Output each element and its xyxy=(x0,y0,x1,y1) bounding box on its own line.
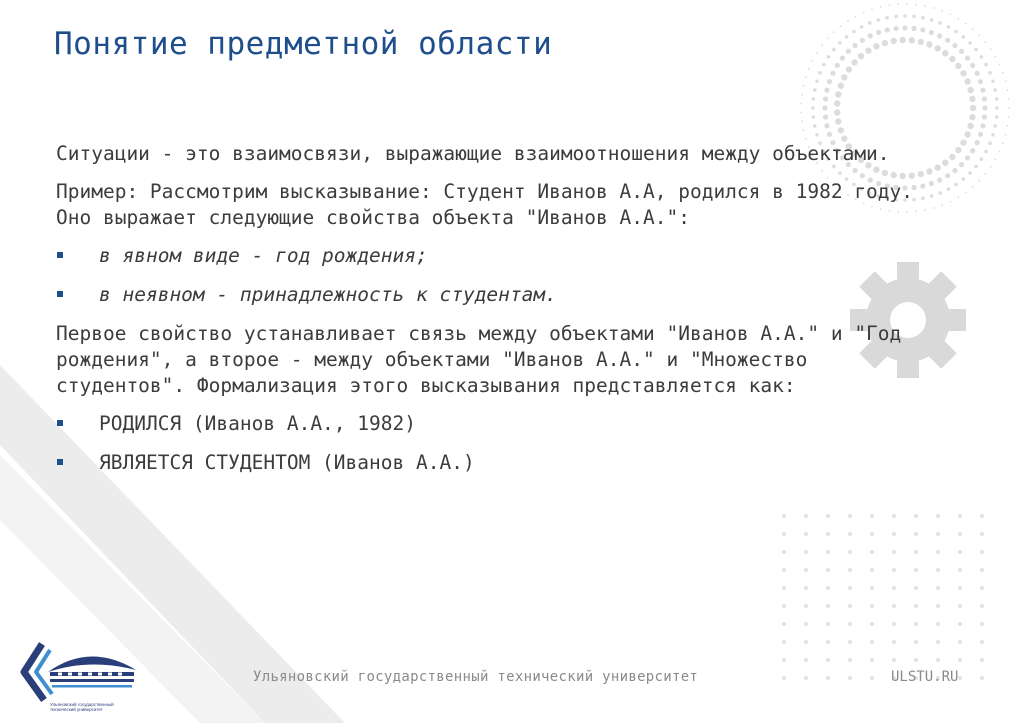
decor-dot xyxy=(978,34,980,36)
decor-dot xyxy=(847,20,849,22)
decor-dot xyxy=(804,568,808,572)
decor-dot xyxy=(995,159,997,161)
decor-dot xyxy=(980,532,984,536)
decor-dot xyxy=(848,514,852,518)
decor-dot xyxy=(827,132,832,137)
decor-dot xyxy=(870,550,874,554)
decor-dot xyxy=(930,18,934,22)
decor-dot xyxy=(822,63,826,67)
decor-dot xyxy=(936,550,940,554)
decor-dot xyxy=(848,640,852,644)
decor-dot xyxy=(958,604,962,608)
decor-dot xyxy=(972,186,974,188)
decor-dot xyxy=(912,15,916,19)
decor-dot xyxy=(804,604,808,608)
decor-dot xyxy=(999,64,1001,66)
decor-dot xyxy=(967,123,973,129)
decor-dot xyxy=(870,676,874,680)
decor-dot xyxy=(980,676,984,680)
decor-dot xyxy=(870,640,874,644)
decor-dot xyxy=(876,30,881,35)
decor-dot xyxy=(995,97,999,101)
decor-dot xyxy=(818,71,822,75)
decor-dot xyxy=(804,658,808,662)
decor-dot xyxy=(845,35,849,39)
decor-dot xyxy=(893,26,898,31)
decor-dot xyxy=(955,147,961,153)
decor-dot xyxy=(993,124,997,128)
decor-dot xyxy=(827,79,832,84)
decor-dot xyxy=(812,60,814,62)
decor-dot xyxy=(870,622,874,626)
decor-dot xyxy=(870,514,874,518)
decor-dot xyxy=(988,141,992,145)
decor-dot xyxy=(882,40,888,46)
decor-dot xyxy=(903,14,907,18)
decor-dot xyxy=(860,38,865,43)
decor-dot xyxy=(848,568,852,572)
decor-dot xyxy=(892,550,896,554)
decor-dot xyxy=(975,140,980,145)
decor-dot xyxy=(970,148,975,153)
decor-dot xyxy=(970,105,976,111)
decor-dot xyxy=(894,15,898,19)
list-item xyxy=(56,282,946,308)
decor-dot xyxy=(1002,142,1004,144)
decor-dot xyxy=(827,55,831,59)
decor-dot xyxy=(815,133,819,137)
list-item xyxy=(56,411,946,437)
decor-dot xyxy=(945,38,950,43)
decor-dot xyxy=(937,33,942,38)
paragraph-example: Пример: Рассмотрим высказывание: Студент Иванов А.А, родился в 1982 году. Оно выражает следующие свойства объекта "Иванов А.А.": xyxy=(56,180,914,229)
decor-dot xyxy=(924,5,926,7)
decor-dot xyxy=(1008,116,1010,118)
decor-dot xyxy=(995,56,997,58)
decor-dot xyxy=(936,514,940,518)
decor-dot xyxy=(968,171,972,175)
decor-dot xyxy=(980,514,984,518)
decor-dot xyxy=(858,53,864,59)
list-item xyxy=(56,450,946,476)
decor-dot xyxy=(915,4,917,6)
decor-dot xyxy=(938,21,942,25)
decor-dot xyxy=(833,31,835,33)
decor-dot xyxy=(991,80,995,84)
decor-dot xyxy=(835,91,841,97)
decor-dot xyxy=(914,550,918,554)
decor-dot xyxy=(1007,125,1009,127)
decor-dot xyxy=(812,97,816,101)
footer-site-link[interactable]: ULSTU.RU xyxy=(891,669,959,685)
decor-dot xyxy=(804,622,808,626)
decor-dot xyxy=(782,640,786,644)
decor-dot xyxy=(841,74,847,80)
decor-dot xyxy=(835,63,840,68)
decor-dot xyxy=(958,640,962,644)
paragraph-formalization: Первое свойство устанавливает связь между объектами "Иванов А.А." и "Год рождения", а второе - между объектами "Иванов А.А." и "Множество студентов". Формализация этого высказывания представляется как: xyxy=(56,322,902,397)
paragraph-situations: Ситуации - это взаимосвязи, выражающие взаимоотношения между объектами. xyxy=(56,142,890,165)
decor-dot xyxy=(808,68,810,70)
decor-dot xyxy=(936,640,940,644)
decor-dot xyxy=(815,80,819,84)
decor-dot xyxy=(782,568,786,572)
decor-dot xyxy=(892,532,896,536)
decor-dot xyxy=(958,514,962,518)
decor-dot xyxy=(804,514,808,518)
decor-dot xyxy=(980,123,985,128)
decor-dot xyxy=(838,83,844,89)
decor-dot xyxy=(935,45,941,51)
decor-dot xyxy=(950,14,952,16)
decor-dot xyxy=(984,150,988,154)
decor-dot xyxy=(834,109,840,115)
decor-dot xyxy=(832,48,836,52)
decor-dot xyxy=(980,157,984,161)
decor-dot xyxy=(840,56,845,61)
decor-dot xyxy=(962,177,966,181)
decor-dot xyxy=(964,78,970,84)
decor-dot xyxy=(848,622,852,626)
decor-dot xyxy=(936,586,940,590)
decor-dot xyxy=(969,96,975,102)
decor-dot xyxy=(959,49,964,54)
decor-dot xyxy=(824,88,829,93)
decor-dot xyxy=(852,30,856,34)
decor-dot xyxy=(960,70,966,76)
decor-dot xyxy=(804,586,808,590)
decor-dot xyxy=(1002,72,1004,74)
decor-dot xyxy=(848,604,852,608)
decor-dot xyxy=(811,106,815,110)
decor-dot xyxy=(978,180,980,182)
decor-dot xyxy=(871,9,873,11)
bullet-square-icon xyxy=(57,252,63,258)
decor-dot xyxy=(826,514,830,518)
decor-dot xyxy=(906,3,908,5)
decor-dot xyxy=(868,21,872,25)
decor-dot xyxy=(980,550,984,554)
decor-dot xyxy=(984,63,988,67)
decor-dot xyxy=(982,105,987,110)
list-item-text: в неявном - принадлежность к студентам. xyxy=(99,283,557,306)
decor-dot xyxy=(826,604,830,608)
decor-dot xyxy=(980,640,984,644)
decor-dot xyxy=(782,586,786,590)
decor-dot xyxy=(863,12,865,14)
decor-dot xyxy=(936,658,940,662)
decor-dot xyxy=(984,41,986,43)
decor-dot xyxy=(914,586,918,590)
decor-dot xyxy=(920,27,925,32)
decor-dot xyxy=(804,550,808,554)
decor-dot xyxy=(921,16,925,20)
decor-dot xyxy=(962,35,966,39)
decor-dot xyxy=(821,45,823,47)
decor-dot xyxy=(826,586,830,590)
decor-dot xyxy=(870,568,874,572)
decor-dot xyxy=(980,658,984,662)
decor-dot xyxy=(980,604,984,608)
decor-dot xyxy=(813,124,817,128)
list-item xyxy=(56,243,946,269)
decor-dot xyxy=(929,30,934,35)
decor-dot xyxy=(889,4,891,6)
decor-dot xyxy=(952,168,957,173)
decor-dot xyxy=(960,140,966,146)
decor-dot xyxy=(950,201,952,203)
decor-dot xyxy=(914,568,918,572)
decor-dot xyxy=(782,658,786,662)
decor-dot xyxy=(803,129,805,131)
decor-dot xyxy=(914,640,918,644)
decor-dot xyxy=(980,55,984,59)
decor-dot xyxy=(868,33,873,38)
decor-dot xyxy=(982,96,987,101)
decor-dot xyxy=(958,658,962,662)
decor-dot xyxy=(870,658,874,662)
decor-dot xyxy=(826,622,830,626)
decor-dot xyxy=(880,6,882,8)
decor-dot xyxy=(822,105,827,110)
decor-dot xyxy=(942,50,948,56)
decor-dot xyxy=(851,59,857,65)
decor-dot xyxy=(824,123,829,128)
decor-dot xyxy=(911,26,916,31)
decor-dot xyxy=(782,676,786,680)
decor-dot xyxy=(804,640,808,644)
decor-dot xyxy=(826,658,830,662)
decor-dot xyxy=(834,100,840,106)
decor-dot xyxy=(826,568,830,572)
decor-dot xyxy=(995,106,999,110)
footer-university: Ульяновский государственный технический университет xyxy=(253,669,699,685)
decor-dot xyxy=(848,550,852,554)
decor-dot xyxy=(873,43,879,49)
decor-dot xyxy=(835,118,841,124)
decor-dot xyxy=(804,532,808,536)
decor-dot xyxy=(955,63,961,69)
decor-dot xyxy=(848,676,852,680)
decor-dot xyxy=(958,586,962,590)
decor-dot xyxy=(958,622,962,626)
decor-dot xyxy=(800,112,802,114)
decor-dot xyxy=(848,532,852,536)
decor-dot xyxy=(958,532,962,536)
decor-dot xyxy=(1008,107,1010,109)
decor-dot xyxy=(800,103,802,105)
decor-dot xyxy=(826,676,830,680)
decor-dot xyxy=(964,131,970,137)
decor-dot xyxy=(801,94,803,96)
decor-dot xyxy=(959,162,964,167)
decor-dot xyxy=(936,622,940,626)
decor-dot xyxy=(782,514,786,518)
decor-dot xyxy=(988,71,992,75)
decor-dot xyxy=(974,48,978,52)
decor-dot xyxy=(1005,134,1007,136)
decor-dot xyxy=(892,640,896,644)
list-item-text: в явном виде - год рождения; xyxy=(99,244,428,267)
decor-dot xyxy=(914,532,918,536)
bullet-square-icon xyxy=(57,459,63,465)
decor-dot xyxy=(805,76,807,78)
decor-dot xyxy=(990,166,992,168)
decor-dot xyxy=(853,43,858,48)
decor-dot xyxy=(965,56,970,61)
decor-dot xyxy=(949,154,955,160)
decor-dot xyxy=(957,196,959,198)
decor-dot xyxy=(840,25,842,27)
decor-dot xyxy=(993,88,997,92)
decor-dot xyxy=(870,604,874,608)
decor-dot xyxy=(846,49,851,54)
decor-dot xyxy=(990,48,992,50)
decor-dot xyxy=(870,532,874,536)
decor-dot xyxy=(958,550,962,554)
decor-dot xyxy=(995,115,999,119)
decor-dot xyxy=(782,622,786,626)
decor-dot xyxy=(892,604,896,608)
decor-dot xyxy=(965,192,967,194)
decor-dot xyxy=(804,676,808,680)
decor-dot xyxy=(1007,89,1009,91)
decor-dot xyxy=(830,71,835,76)
decor-dot xyxy=(991,133,995,137)
decor-dot xyxy=(980,568,984,572)
decor-dot xyxy=(803,85,805,87)
decor-dot xyxy=(823,114,828,119)
decor-dot xyxy=(978,132,983,137)
dot-grid-pattern xyxy=(782,514,984,680)
decor-dot xyxy=(957,18,959,20)
decor-dot xyxy=(947,187,951,191)
decor-dot xyxy=(823,96,828,101)
decor-dot xyxy=(813,88,817,92)
decor-dot xyxy=(782,550,786,554)
decor-dot xyxy=(782,604,786,608)
decor-dot xyxy=(980,622,984,626)
decor-dot xyxy=(967,87,973,93)
decor-dot xyxy=(965,23,967,25)
decor-dot xyxy=(978,79,983,84)
decor-dot xyxy=(891,38,897,44)
decor-dot xyxy=(885,16,889,20)
decor-dot xyxy=(933,7,935,9)
decor-dot xyxy=(958,676,962,680)
decor-dot xyxy=(958,568,962,572)
decor-dot xyxy=(975,71,980,76)
decor-dot xyxy=(968,41,972,45)
decor-dot xyxy=(952,43,957,48)
decor-dot xyxy=(1008,98,1010,100)
decor-dot xyxy=(812,115,816,119)
decor-dot xyxy=(885,27,890,32)
decor-dot xyxy=(826,532,830,536)
decor-dot xyxy=(926,41,932,47)
decor-dot xyxy=(892,622,896,626)
decor-dot xyxy=(914,514,918,518)
bullet-square-icon xyxy=(57,291,63,297)
decor-dot xyxy=(900,37,906,43)
decor-dot xyxy=(897,3,899,5)
decor-dot xyxy=(954,30,958,34)
decor-dot xyxy=(826,550,830,554)
decor-dot xyxy=(848,586,852,590)
decor-dot xyxy=(980,586,984,590)
decor-dot xyxy=(1005,81,1007,83)
decor-dot xyxy=(969,114,975,120)
decor-dot xyxy=(805,138,807,140)
decor-dot xyxy=(877,18,881,22)
decor-dot xyxy=(855,16,857,18)
decor-dot xyxy=(914,622,918,626)
decor-dot xyxy=(970,63,975,68)
decor-dot xyxy=(914,604,918,608)
decor-dot xyxy=(909,37,915,43)
slide-content xyxy=(56,141,946,489)
decor-dot xyxy=(974,165,978,169)
decor-dot xyxy=(936,568,940,572)
decor-dot xyxy=(947,25,951,29)
decor-dot xyxy=(982,114,987,119)
decor-dot xyxy=(984,173,986,175)
decor-dot xyxy=(949,56,955,62)
decor-dot xyxy=(801,121,803,123)
decor-dot xyxy=(848,658,852,662)
decor-dot xyxy=(954,183,958,187)
decor-dot xyxy=(892,658,896,662)
decor-dot xyxy=(902,25,907,30)
list-item-text: РОДИЛСЯ (Иванов А.А., 1982) xyxy=(99,412,416,435)
decor-dot xyxy=(918,39,924,45)
decor-dot xyxy=(865,48,871,54)
decor-dot xyxy=(827,38,829,40)
decor-dot xyxy=(892,514,896,518)
decor-dot xyxy=(980,88,985,93)
decor-dot xyxy=(826,640,830,644)
list-item-text: ЯВЛЯЕТСЯ СТУДЕНТОМ (Иванов А.А.) xyxy=(99,451,475,474)
decor-dot xyxy=(846,66,852,72)
decor-dot xyxy=(860,25,864,29)
decor-dot xyxy=(941,10,943,12)
decor-dot xyxy=(838,127,844,133)
decor-dot xyxy=(972,28,974,30)
decor-dot xyxy=(965,155,970,160)
decor-dot xyxy=(914,658,918,662)
logo-caption: Ульяновский государственный технический университет xyxy=(50,702,114,712)
decor-dot xyxy=(782,532,786,536)
decor-dot xyxy=(936,532,940,536)
decor-dot xyxy=(816,52,818,54)
decor-dot xyxy=(936,604,940,608)
decor-dot xyxy=(870,586,874,590)
bullet-square-icon xyxy=(57,420,63,426)
slide-title: Понятие предметной области xyxy=(54,26,553,62)
decor-dot xyxy=(838,41,842,45)
decor-dot xyxy=(999,151,1001,153)
decor-dot xyxy=(892,586,896,590)
decor-dot xyxy=(892,568,896,572)
